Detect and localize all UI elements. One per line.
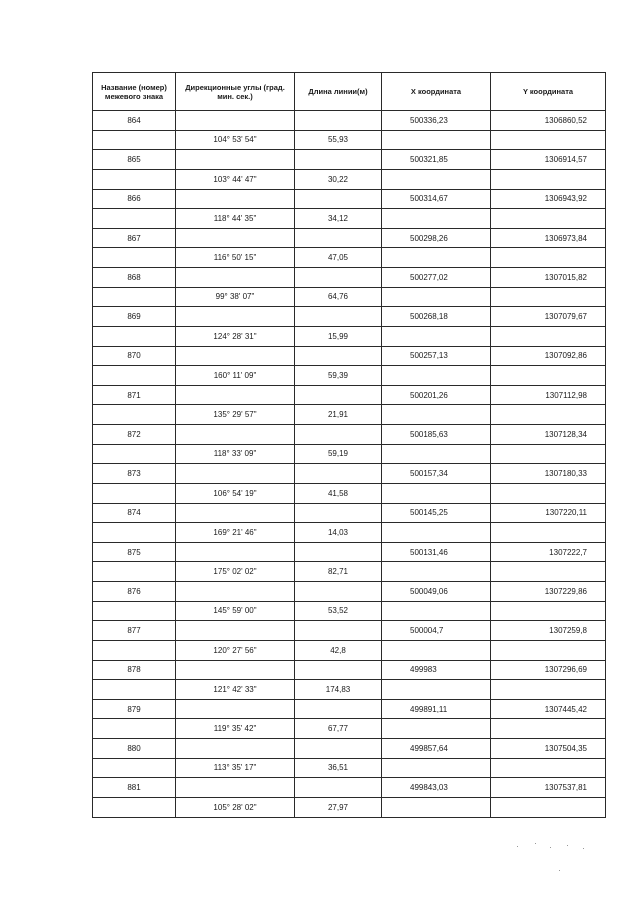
segment-row <box>93 523 606 543</box>
segment-row <box>93 680 606 700</box>
y-coordinate-cell: 1307222,7 <box>491 542 606 562</box>
empty-cell <box>176 346 295 366</box>
line-length-cell: 41,58 <box>295 483 382 503</box>
point-name-cell: 867 <box>93 228 176 248</box>
point-row <box>93 346 606 366</box>
empty-cell <box>295 307 382 327</box>
empty-cell <box>93 797 176 817</box>
line-length-cell: 174,83 <box>295 680 382 700</box>
direction-angle-cell: 113° 35' 17" <box>176 758 295 778</box>
direction-angle-cell: 120° 27' 56" <box>176 640 295 660</box>
empty-cell <box>382 523 491 543</box>
empty-cell <box>176 385 295 405</box>
point-name-cell: 871 <box>93 385 176 405</box>
empty-cell <box>491 758 606 778</box>
line-length-cell: 64,76 <box>295 287 382 307</box>
line-length-cell: 14,03 <box>295 523 382 543</box>
y-coordinate-cell: 1307229,86 <box>491 582 606 602</box>
direction-angle-cell: 105° 28' 02" <box>176 797 295 817</box>
empty-cell <box>176 699 295 719</box>
segment-row <box>93 444 606 464</box>
segment-row <box>93 366 606 386</box>
empty-cell <box>93 523 176 543</box>
segment-row <box>93 326 606 346</box>
empty-cell <box>176 778 295 798</box>
point-row <box>93 111 606 131</box>
direction-angle-cell: 121° 42' 33" <box>176 680 295 700</box>
empty-cell <box>382 287 491 307</box>
empty-cell <box>93 601 176 621</box>
empty-cell <box>382 601 491 621</box>
line-length-cell: 15,99 <box>295 326 382 346</box>
x-coordinate-cell: 500145,25 <box>382 503 491 523</box>
empty-cell <box>295 503 382 523</box>
point-name-cell: 873 <box>93 464 176 484</box>
empty-cell <box>295 778 382 798</box>
x-coordinate-cell: 499891,11 <box>382 699 491 719</box>
point-name-cell: 877 <box>93 621 176 641</box>
point-name-cell: 874 <box>93 503 176 523</box>
y-coordinate-cell: 1307015,82 <box>491 268 606 288</box>
segment-row <box>93 248 606 268</box>
empty-cell <box>176 111 295 131</box>
point-row <box>93 739 606 759</box>
direction-angle-cell: 124° 28' 31" <box>176 326 295 346</box>
empty-cell <box>382 562 491 582</box>
empty-cell <box>295 346 382 366</box>
empty-cell <box>93 405 176 425</box>
empty-cell <box>176 739 295 759</box>
point-row <box>93 542 606 562</box>
empty-cell <box>382 640 491 660</box>
direction-angle-cell: 135° 29' 57" <box>176 405 295 425</box>
empty-cell <box>295 111 382 131</box>
point-name-cell: 870 <box>93 346 176 366</box>
empty-cell <box>382 405 491 425</box>
empty-cell <box>295 582 382 602</box>
point-row <box>93 189 606 209</box>
empty-cell <box>295 739 382 759</box>
empty-cell <box>382 758 491 778</box>
empty-cell <box>295 542 382 562</box>
empty-cell <box>176 621 295 641</box>
segment-row <box>93 209 606 229</box>
header-line-length: Длина линии(м) <box>295 73 382 111</box>
boundary-coordinates-table <box>92 72 606 818</box>
empty-cell <box>176 582 295 602</box>
empty-cell <box>93 366 176 386</box>
point-row <box>93 228 606 248</box>
point-row <box>93 699 606 719</box>
header-point-name: Название (номер) межевого знака <box>93 73 176 111</box>
empty-cell <box>295 464 382 484</box>
empty-cell <box>295 228 382 248</box>
empty-cell <box>93 483 176 503</box>
empty-cell <box>176 660 295 680</box>
point-row <box>93 385 606 405</box>
empty-cell <box>382 326 491 346</box>
segment-row <box>93 640 606 660</box>
x-coordinate-cell: 499857,64 <box>382 739 491 759</box>
empty-cell <box>382 680 491 700</box>
x-coordinate-cell: 500321,85 <box>382 150 491 170</box>
line-length-cell: 55,93 <box>295 130 382 150</box>
empty-cell <box>93 758 176 778</box>
empty-cell <box>176 268 295 288</box>
direction-angle-cell: 104° 53' 54" <box>176 130 295 150</box>
line-length-cell: 47,05 <box>295 248 382 268</box>
point-row <box>93 307 606 327</box>
empty-cell <box>491 719 606 739</box>
line-length-cell: 27,97 <box>295 797 382 817</box>
empty-cell <box>491 601 606 621</box>
y-coordinate-cell: 1307445,42 <box>491 699 606 719</box>
segment-row <box>93 483 606 503</box>
empty-cell <box>491 248 606 268</box>
y-coordinate-cell: 1307504,35 <box>491 739 606 759</box>
empty-cell <box>295 425 382 445</box>
empty-cell <box>382 248 491 268</box>
x-coordinate-cell: 500201,26 <box>382 385 491 405</box>
y-coordinate-cell: 1307220,11 <box>491 503 606 523</box>
x-coordinate-cell: 500298,26 <box>382 228 491 248</box>
empty-cell <box>382 797 491 817</box>
y-coordinate-cell: 1306973,84 <box>491 228 606 248</box>
line-length-cell: 30,22 <box>295 169 382 189</box>
empty-cell <box>176 228 295 248</box>
x-coordinate-cell: 500277,02 <box>382 268 491 288</box>
direction-angle-cell: 99° 38' 07" <box>176 287 295 307</box>
empty-cell <box>382 130 491 150</box>
x-coordinate-cell: 500185,63 <box>382 425 491 445</box>
direction-angle-cell: 175° 02' 02" <box>176 562 295 582</box>
line-length-cell: 34,12 <box>295 209 382 229</box>
empty-cell <box>93 444 176 464</box>
empty-cell <box>382 366 491 386</box>
y-coordinate-cell: 1307112,98 <box>491 385 606 405</box>
empty-cell <box>491 287 606 307</box>
x-coordinate-cell: 500131,46 <box>382 542 491 562</box>
direction-angle-cell: 119° 35' 42" <box>176 719 295 739</box>
empty-cell <box>176 307 295 327</box>
point-row <box>93 150 606 170</box>
empty-cell <box>491 797 606 817</box>
point-name-cell: 876 <box>93 582 176 602</box>
y-coordinate-cell: 1307092,86 <box>491 346 606 366</box>
point-name-cell: 866 <box>93 189 176 209</box>
y-coordinate-cell: 1306914,57 <box>491 150 606 170</box>
empty-cell <box>491 405 606 425</box>
line-length-cell: 21,91 <box>295 405 382 425</box>
empty-cell <box>295 189 382 209</box>
empty-cell <box>382 169 491 189</box>
x-coordinate-cell: 500268,18 <box>382 307 491 327</box>
empty-cell <box>176 189 295 209</box>
line-length-cell: 59,39 <box>295 366 382 386</box>
point-name-cell: 879 <box>93 699 176 719</box>
empty-cell <box>93 248 176 268</box>
point-name-cell: 881 <box>93 778 176 798</box>
segment-row <box>93 562 606 582</box>
point-name-cell: 868 <box>93 268 176 288</box>
segment-row <box>93 130 606 150</box>
empty-cell <box>93 640 176 660</box>
empty-cell <box>93 130 176 150</box>
empty-cell <box>491 562 606 582</box>
y-coordinate-cell: 1307079,67 <box>491 307 606 327</box>
empty-cell <box>382 719 491 739</box>
point-name-cell: 878 <box>93 660 176 680</box>
empty-cell <box>491 130 606 150</box>
empty-cell <box>491 523 606 543</box>
empty-cell <box>93 209 176 229</box>
y-coordinate-cell: 1307296,69 <box>491 660 606 680</box>
empty-cell <box>491 326 606 346</box>
point-row <box>93 425 606 445</box>
line-length-cell: 36,51 <box>295 758 382 778</box>
empty-cell <box>295 699 382 719</box>
point-row <box>93 582 606 602</box>
y-coordinate-cell: 1307259,8 <box>491 621 606 641</box>
table-body <box>93 111 606 818</box>
point-name-cell: 869 <box>93 307 176 327</box>
direction-angle-cell: 116° 50' 15" <box>176 248 295 268</box>
point-row <box>93 621 606 641</box>
empty-cell <box>93 562 176 582</box>
empty-cell <box>382 444 491 464</box>
empty-cell <box>491 169 606 189</box>
direction-angle-cell: 169° 21' 46" <box>176 523 295 543</box>
empty-cell <box>176 464 295 484</box>
direction-angle-cell: 103° 44' 47" <box>176 169 295 189</box>
x-coordinate-cell: 500157,34 <box>382 464 491 484</box>
line-length-cell: 42,8 <box>295 640 382 660</box>
point-row <box>93 660 606 680</box>
empty-cell <box>491 483 606 503</box>
empty-cell <box>93 680 176 700</box>
direction-angle-cell: 118° 44' 35" <box>176 209 295 229</box>
segment-row <box>93 169 606 189</box>
point-name-cell: 880 <box>93 739 176 759</box>
empty-cell <box>491 209 606 229</box>
segment-row <box>93 405 606 425</box>
empty-cell <box>382 209 491 229</box>
segment-row <box>93 287 606 307</box>
empty-cell <box>295 621 382 641</box>
x-coordinate-cell: 500314,67 <box>382 189 491 209</box>
point-name-cell: 865 <box>93 150 176 170</box>
segment-row <box>93 601 606 621</box>
point-row <box>93 268 606 288</box>
x-coordinate-cell: 500257,13 <box>382 346 491 366</box>
direction-angle-cell: 145° 59' 00" <box>176 601 295 621</box>
y-coordinate-cell: 1306943,92 <box>491 189 606 209</box>
empty-cell <box>176 542 295 562</box>
header-y-coordinate: Y координата <box>491 73 606 111</box>
y-coordinate-cell: 1307128,34 <box>491 425 606 445</box>
empty-cell <box>93 169 176 189</box>
y-coordinate-cell: 1307537,81 <box>491 778 606 798</box>
empty-cell <box>176 425 295 445</box>
y-coordinate-cell: 1307180,33 <box>491 464 606 484</box>
empty-cell <box>295 150 382 170</box>
scan-noise <box>515 842 595 882</box>
segment-row <box>93 719 606 739</box>
point-row <box>93 464 606 484</box>
x-coordinate-cell: 499983 <box>382 660 491 680</box>
line-length-cell: 82,71 <box>295 562 382 582</box>
x-coordinate-cell: 499843,03 <box>382 778 491 798</box>
point-name-cell: 872 <box>93 425 176 445</box>
x-coordinate-cell: 500049,06 <box>382 582 491 602</box>
empty-cell <box>295 268 382 288</box>
segment-row <box>93 758 606 778</box>
point-name-cell: 864 <box>93 111 176 131</box>
direction-angle-cell: 160° 11' 09" <box>176 366 295 386</box>
empty-cell <box>176 150 295 170</box>
empty-cell <box>491 366 606 386</box>
line-length-cell: 53,52 <box>295 601 382 621</box>
point-name-cell: 875 <box>93 542 176 562</box>
empty-cell <box>176 503 295 523</box>
line-length-cell: 67,77 <box>295 719 382 739</box>
header-x-coordinate: X координата <box>382 73 491 111</box>
table-header-row <box>93 73 606 111</box>
direction-angle-cell: 118° 33' 09" <box>176 444 295 464</box>
empty-cell <box>93 326 176 346</box>
empty-cell <box>491 680 606 700</box>
empty-cell <box>491 444 606 464</box>
empty-cell <box>93 719 176 739</box>
direction-angle-cell: 106° 54' 19" <box>176 483 295 503</box>
empty-cell <box>382 483 491 503</box>
y-coordinate-cell: 1306860,52 <box>491 111 606 131</box>
point-row <box>93 503 606 523</box>
x-coordinate-cell: 500336,23 <box>382 111 491 131</box>
empty-cell <box>93 287 176 307</box>
point-row <box>93 778 606 798</box>
header-direction-angle: Дирекционные углы (град. мин. сек.) <box>176 73 295 111</box>
empty-cell <box>295 385 382 405</box>
empty-cell <box>491 640 606 660</box>
x-coordinate-cell: 500004,7 <box>382 621 491 641</box>
segment-row <box>93 797 606 817</box>
line-length-cell: 59,19 <box>295 444 382 464</box>
empty-cell <box>295 660 382 680</box>
